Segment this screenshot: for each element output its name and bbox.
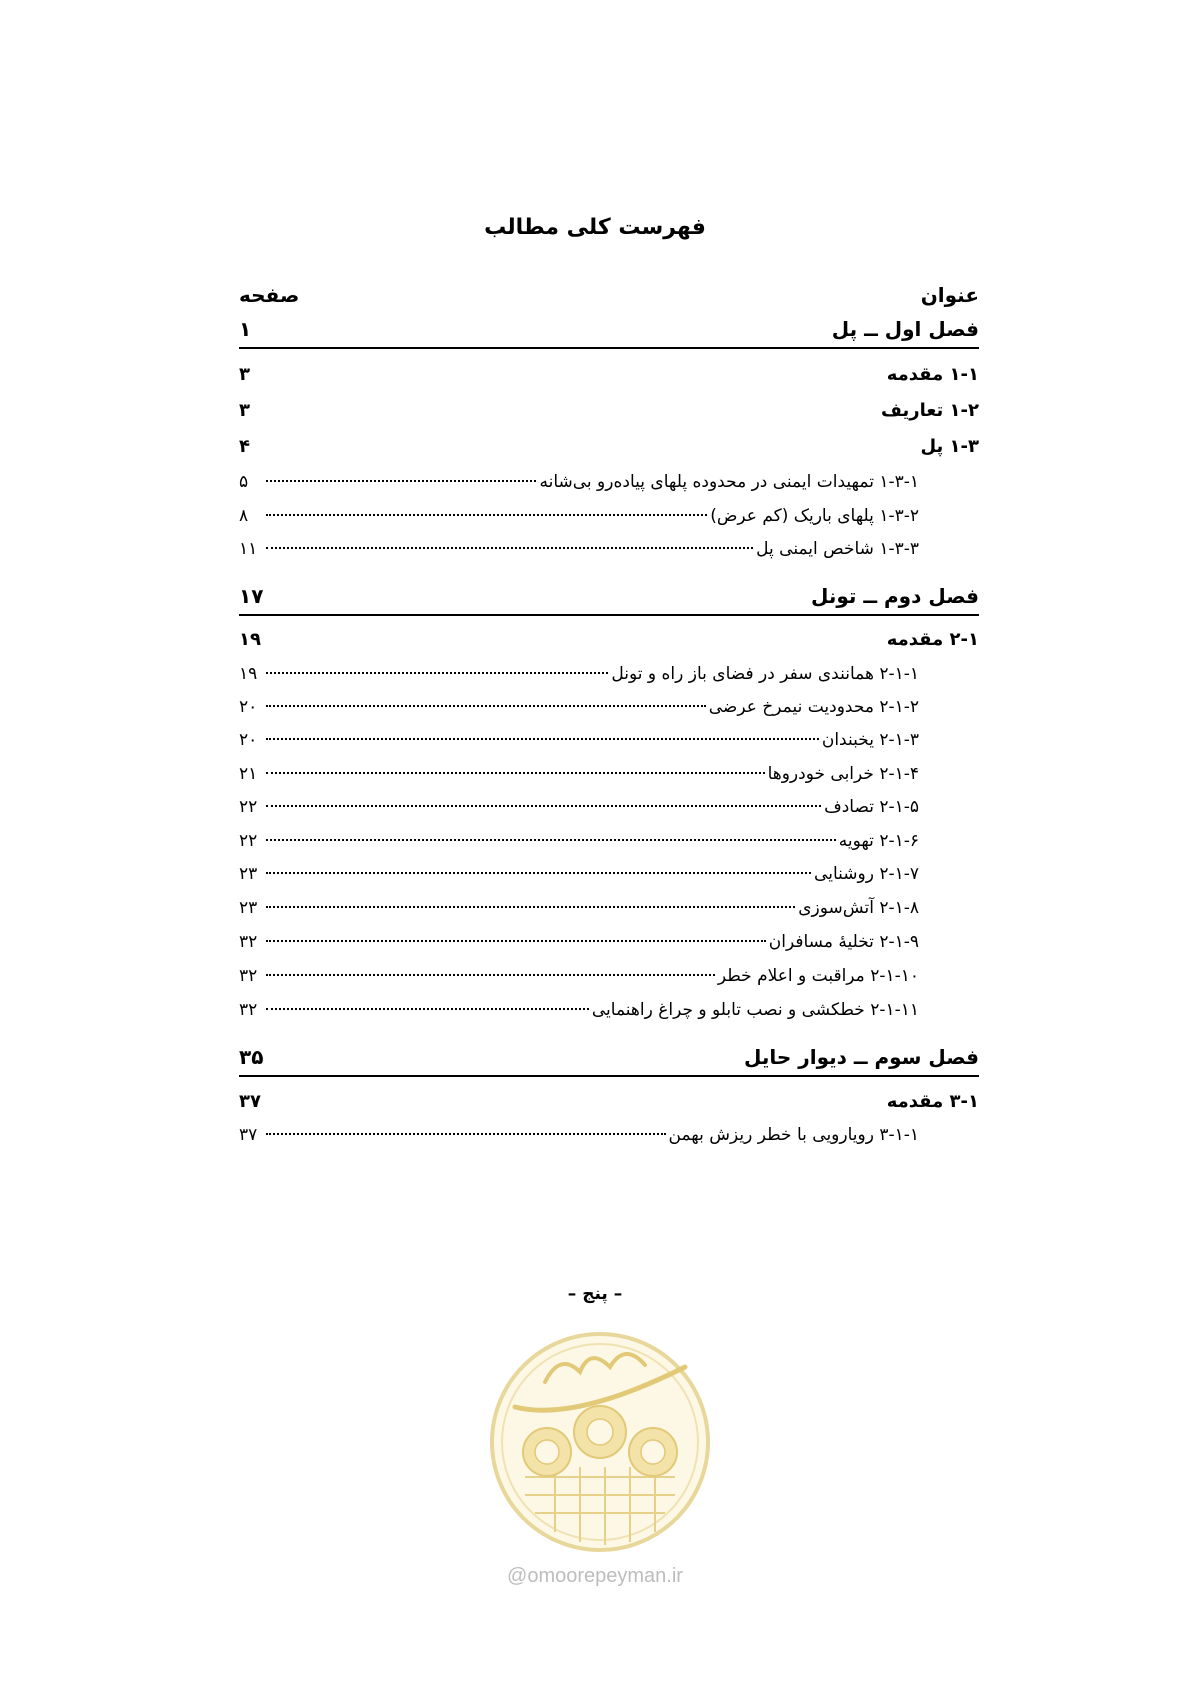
toc-page-number: ۱ (239, 317, 252, 341)
toc-page-number: ۲۳ (239, 898, 258, 918)
dot-leader (266, 547, 753, 549)
toc-entry-title: ۲-۱-۵ تصادف (824, 797, 919, 817)
toc-page-number: ۱۱ (239, 539, 258, 559)
dot-leader (266, 672, 608, 674)
dot-leader (266, 772, 765, 774)
toc-entry-title: ۳-۱-۱ رویارویی با خطر ریزش بهمن (668, 1125, 919, 1145)
toc-subsection-row (239, 1125, 979, 1155)
toc-entry-title: ۲-۱-۷ روشنایی (814, 864, 919, 884)
toc-entry-title: ۲-۱-۳ یخبندان (821, 730, 919, 750)
dot-leader (266, 514, 707, 516)
toc-chapter-row (239, 317, 979, 347)
dot-leader (266, 805, 821, 807)
toc-subsection-row (239, 697, 979, 727)
toc-page-number: ۳۲ (239, 966, 258, 986)
toc-subsection-row (239, 864, 979, 894)
dot-leader (266, 906, 795, 908)
toc-page-number: ۳ (239, 400, 250, 421)
dot-leader (266, 839, 836, 841)
toc-page-number: ۳۲ (239, 1000, 258, 1020)
toc-entry-title: ۳-۱ مقدمه (886, 1091, 979, 1112)
toc-subsection-row (239, 472, 979, 502)
dot-leader (266, 1133, 666, 1135)
toc-header (239, 283, 979, 313)
toc-entry-title: ۱-۳ پل (920, 436, 979, 457)
toc-entry-title: فصل اول ــ پل (831, 317, 979, 341)
toc-entry-title: ۱-۳-۳ شاخص ایمنی پل (756, 539, 919, 559)
toc-entry-title: ۲-۱-۸ آتش‌سوزی (798, 898, 919, 918)
page-title: فهرست کلی مطالب (484, 215, 706, 240)
dot-leader (266, 480, 536, 482)
dot-leader (266, 705, 706, 707)
toc-subsection-row (239, 898, 979, 928)
toc-subsection-row (239, 831, 979, 861)
toc-subsection-row (239, 506, 979, 536)
omoorepeyman-seal-logo (485, 1327, 715, 1557)
toc-entry-title: ۱-۲ تعاریف (881, 400, 979, 421)
toc-page-number: ۸ (239, 506, 249, 526)
toc-page-number: ۲۱ (239, 764, 258, 784)
toc-page-number: ۵ (239, 472, 249, 492)
page-column-header: صفحه (239, 283, 300, 307)
toc-entry-title: ۲-۱-۹ تخلیهٔ مسافران (768, 932, 919, 952)
dot-leader (266, 872, 811, 874)
toc-entry-title: ۲-۱-۴ خرابی خودروها (767, 764, 919, 784)
toc-page-number: ۲۰ (239, 730, 258, 750)
toc-subsection-row (239, 966, 979, 996)
toc-entry-title: ۲-۱-۱ همانندی سفر در فضای باز راه و تونل (611, 664, 919, 684)
toc-entry-title: ۱-۳-۲ پلهای باریک (کم عرض) (710, 506, 919, 526)
toc-entry-title: فصل دوم ــ تونل (811, 584, 979, 608)
toc-page-number: ۴ (239, 436, 250, 457)
toc-page-number: ۲۳ (239, 864, 258, 884)
dot-leader (266, 974, 715, 976)
page-number-footer: – پنج – (567, 1284, 623, 1304)
toc-section-row (239, 436, 979, 466)
toc-page-number: ۱۹ (239, 664, 258, 684)
toc-chapter-row (239, 1045, 979, 1075)
toc-entry-title: ۱-۳-۱ تمهیدات ایمنی در محدوده پلهای پیاده‌رو بی‌شانه (539, 472, 919, 492)
toc-page-number: ۳۲ (239, 932, 258, 952)
dot-leader (266, 738, 819, 740)
toc-chapter-row (239, 584, 979, 614)
toc-entry-title: ۲-۱ مقدمه (886, 629, 979, 650)
toc-section-row (239, 400, 979, 430)
dot-leader (266, 940, 766, 942)
toc-subsection-row (239, 1000, 979, 1030)
toc-page-number: ۱۷ (239, 584, 264, 608)
dot-leader (266, 1008, 589, 1010)
toc-subsection-row (239, 539, 979, 569)
toc-entry-title: ۲-۱-۱۰ مراقبت و اعلام خطر (717, 966, 919, 986)
toc-page-number: ۳۷ (239, 1091, 261, 1112)
toc-section-row (239, 629, 979, 659)
toc-section-row (239, 1091, 979, 1121)
toc-subsection-row (239, 797, 979, 827)
toc-subsection-row (239, 730, 979, 760)
toc-entry-title: ۲-۱-۶ تهویه (838, 831, 919, 851)
chapter-divider-rule (239, 1075, 979, 1077)
toc-entry-title: ۱-۱ مقدمه (886, 364, 979, 385)
toc-page-number: ۲۲ (239, 831, 258, 851)
toc-entry-title: ۲-۱-۲ محدودیت نیمرخ عرضی (708, 697, 919, 717)
toc-page-number: ۳ (239, 364, 250, 385)
chapter-divider-rule (239, 347, 979, 349)
toc-entry-title: ۲-۱-۱۱ خطکشی و نصب تابلو و چراغ راهنمایی (591, 1000, 919, 1020)
toc-section-row (239, 364, 979, 394)
toc-subsection-row (239, 764, 979, 794)
chapter-divider-rule (239, 614, 979, 616)
toc-page-number: ۱۹ (239, 629, 261, 650)
toc-subsection-row (239, 664, 979, 694)
watermark-url: @omoorepeyman.ir (507, 1565, 683, 1587)
title-column-header: عنوان (920, 283, 979, 307)
toc-entry-title: فصل سوم ــ دیوار حایل (743, 1045, 979, 1069)
toc-subsection-row (239, 932, 979, 962)
toc-page-number: ۳۷ (239, 1125, 258, 1145)
toc-page-number: ۳۵ (239, 1045, 264, 1069)
toc-page-number: ۲۲ (239, 797, 258, 817)
toc-page-number: ۲۰ (239, 697, 258, 717)
